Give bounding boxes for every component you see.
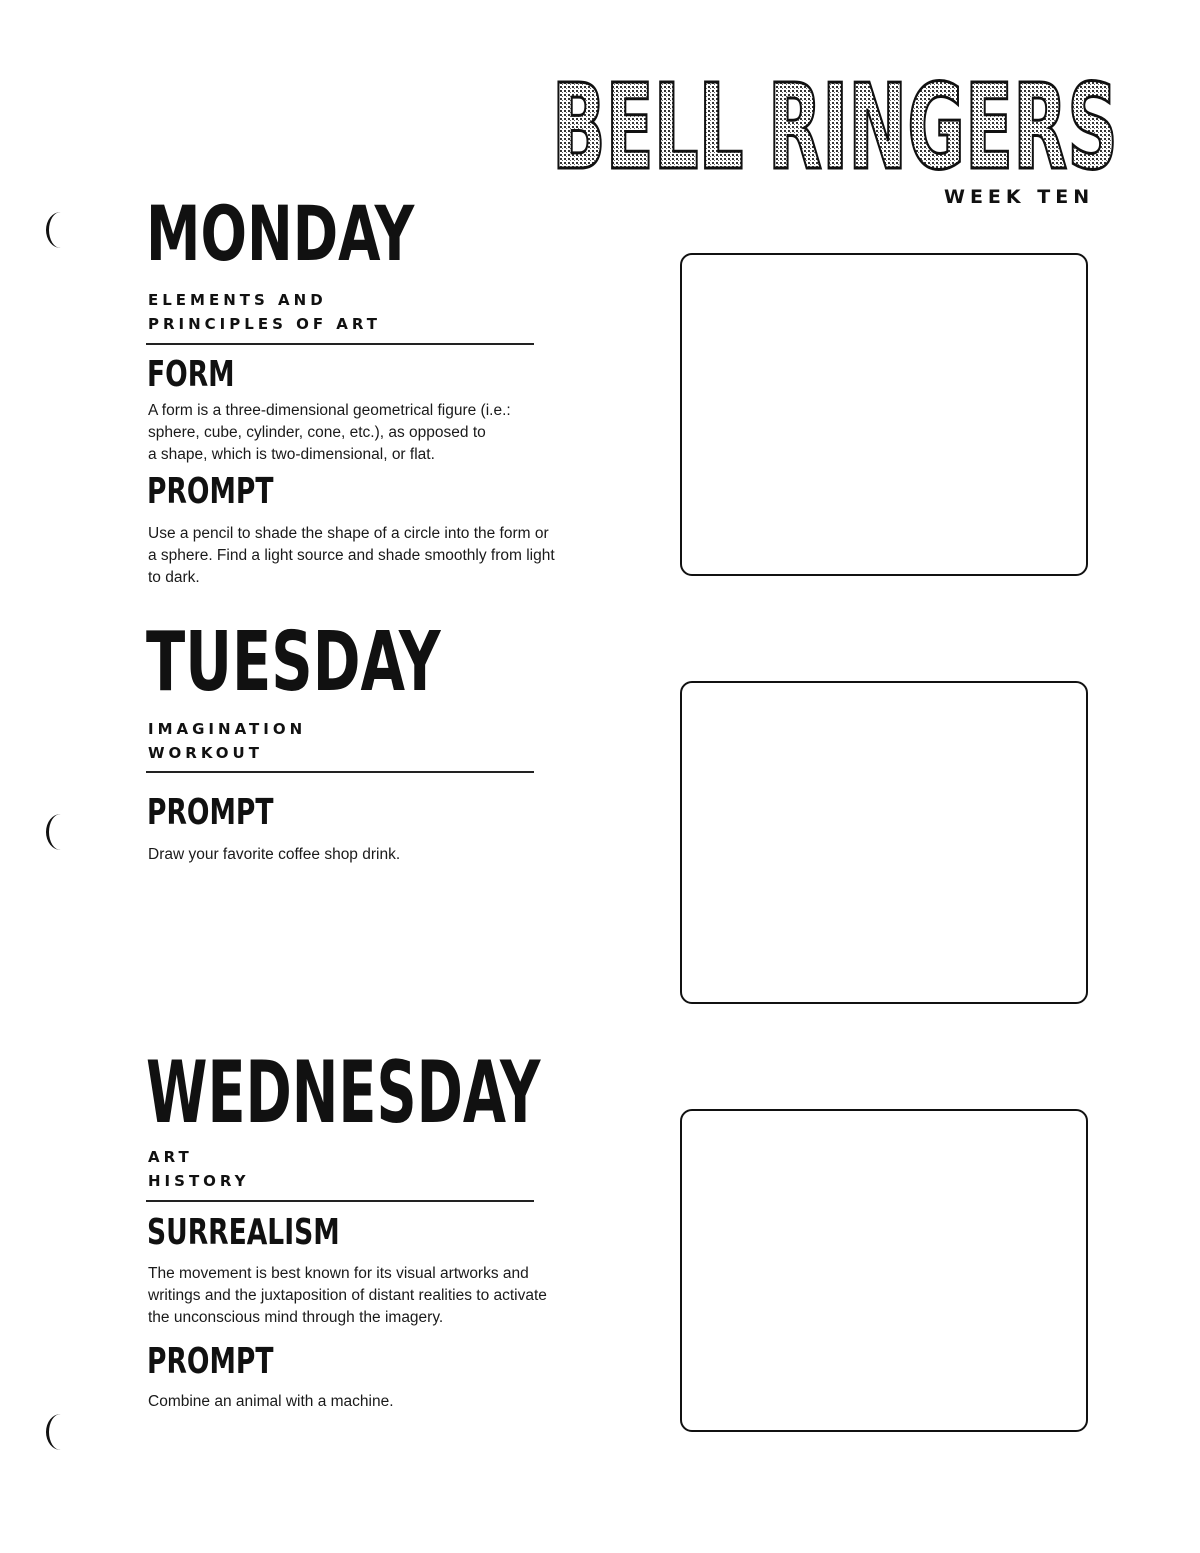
- wednesday-heading: WEDNESDAY: [146, 1043, 541, 1143]
- category-line: ART: [148, 1148, 193, 1166]
- week-label: WEEK TEN: [944, 186, 1095, 208]
- description-line: writings and the juxtaposition of distant realities to activate: [148, 1287, 547, 1304]
- monday-category: [148, 288, 381, 336]
- prompt-line: Combine an animal with a machine.: [148, 1393, 394, 1410]
- description-line: The movement is best known for its visual artworks and: [148, 1265, 529, 1282]
- category-line: IMAGINATION: [148, 720, 307, 738]
- description-line: sphere, cube, cylinder, cone, etc.), as opposed to: [148, 424, 486, 441]
- description-line: the unconscious mind through the imagery.: [148, 1309, 444, 1326]
- tuesday-prompt: [148, 844, 400, 866]
- tuesday-drawing-box[interactable]: [680, 681, 1088, 1004]
- monday-topic: FORM: [147, 354, 235, 395]
- wednesday-prompt-heading: PROMPT: [147, 1341, 274, 1382]
- wednesday-description: [148, 1263, 547, 1329]
- category-line: PRINCIPLES OF ART: [148, 315, 382, 333]
- monday-description: [148, 400, 511, 466]
- divider: [146, 343, 534, 345]
- wednesday-prompt: [148, 1391, 394, 1413]
- wednesday-drawing-box[interactable]: [680, 1109, 1088, 1432]
- tuesday-heading: TUESDAY: [146, 615, 441, 710]
- monday-drawing-box[interactable]: [680, 253, 1088, 576]
- description-line: A form is a three-dimensional geometrical figure (i.e.:: [148, 402, 511, 419]
- binder-ring-icon: [46, 212, 75, 248]
- category-line: WORKOUT: [148, 744, 263, 762]
- divider: [146, 1200, 534, 1202]
- monday-prompt-heading: PROMPT: [147, 471, 274, 512]
- tuesday-category: [148, 717, 306, 765]
- prompt-line: Use a pencil to shade the shape of a circle into the form or: [148, 525, 549, 542]
- prompt-line: Draw your favorite coffee shop drink.: [148, 846, 401, 863]
- wednesday-category: [148, 1145, 250, 1193]
- binder-ring-icon: [46, 1414, 75, 1450]
- prompt-line: a sphere. Find a light source and shade smoothly from light: [148, 547, 555, 564]
- description-line: a shape, which is two-dimensional, or flat.: [148, 446, 435, 463]
- category-line: ELEMENTS AND: [148, 291, 327, 309]
- wednesday-topic: SURREALISM: [147, 1212, 340, 1253]
- divider: [146, 771, 534, 773]
- page-title: [548, 70, 1123, 180]
- tuesday-prompt-heading: PROMPT: [147, 792, 274, 833]
- monday-prompt: [148, 523, 555, 589]
- category-line: HISTORY: [148, 1172, 250, 1190]
- prompt-line: to dark.: [148, 569, 200, 586]
- binder-ring-icon: [46, 814, 75, 850]
- title-text: BELL RINGERS: [552, 70, 1118, 180]
- monday-heading: MONDAY: [146, 189, 415, 278]
